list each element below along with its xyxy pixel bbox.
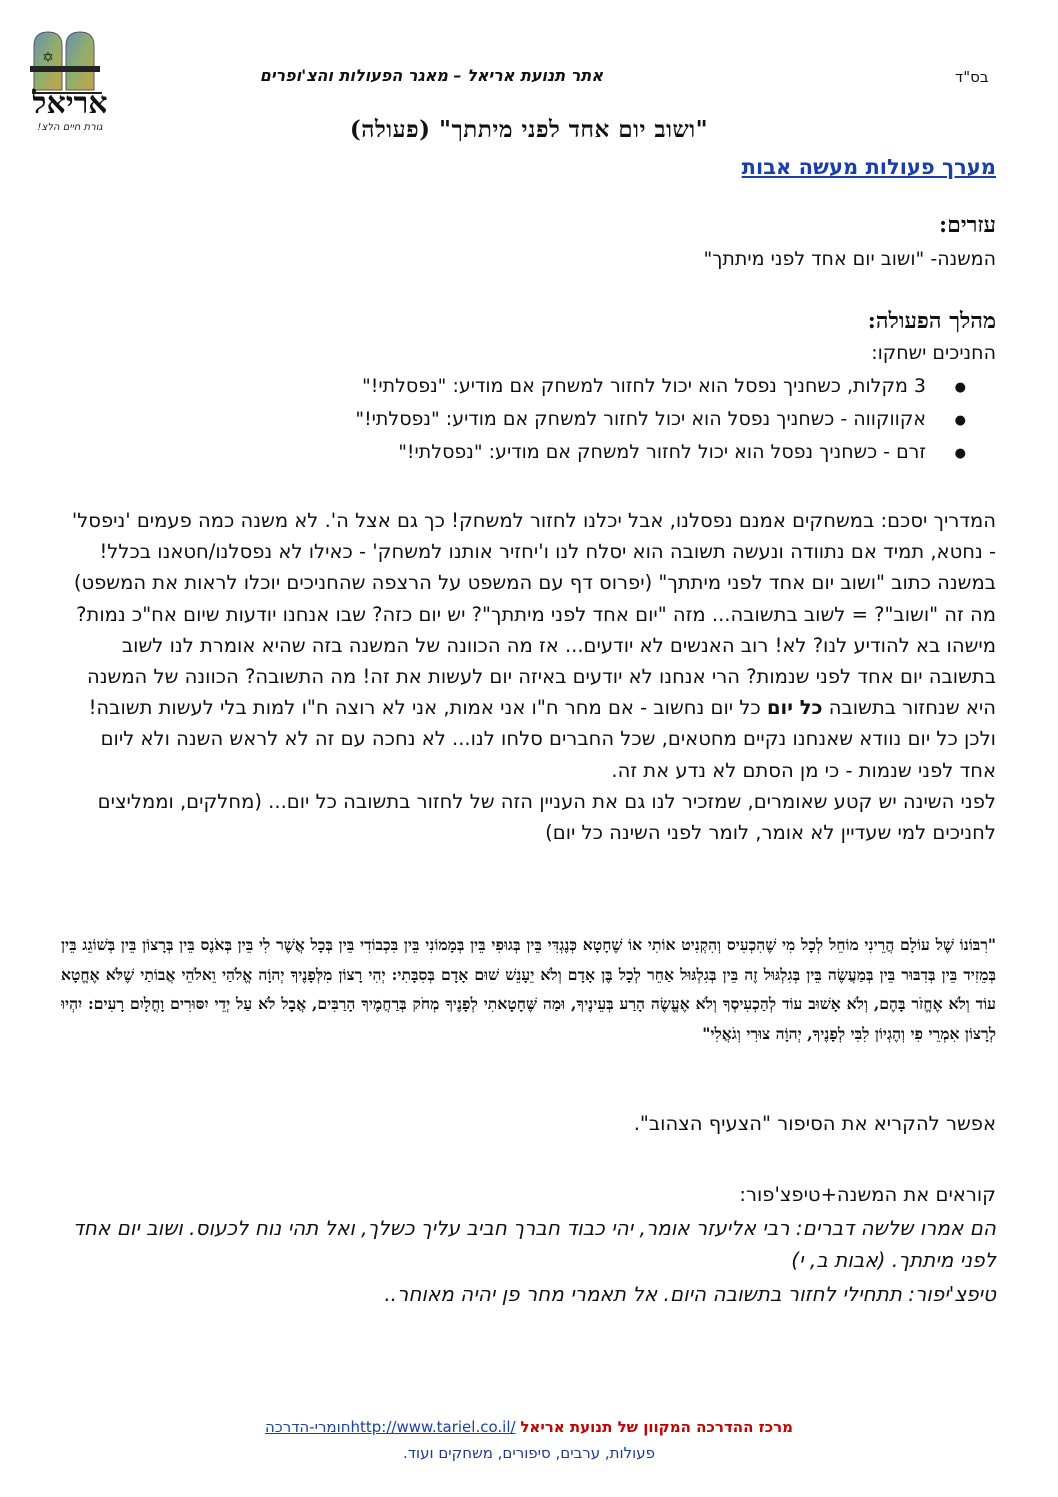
discussion-paragraph-2 <box>61 567 996 785</box>
list-item: ● 3 מקלות, כשחניך נפסל הוא יכול לחזור למשחק אם מודיע: "נפסלתי!" <box>355 370 996 403</box>
process-heading: מהלך הפעולה: <box>867 308 996 334</box>
tip-text: טיפצ'יפור: תתחילי לחזור בתשובה היום. אל תאמרי מחר פן יהיה מאוחר.. <box>384 1282 996 1306</box>
bsd-header: בס"ד <box>955 68 989 86</box>
site-header: אתר תנועת אריאל – מאגר הפעולות והצ'ופרים <box>259 66 603 85</box>
logo-slogan: גורת חיים הלצ! <box>37 122 103 133</box>
ariel-logo <box>22 28 118 133</box>
discussion-paragraph-3: לפני השינה יש קטע שאומרים, שמזכיר לנו גם את העניין הזה של לחזור בתשובה כל יום... (מחלקים, וממליצים לחניכים למי שעדיין לא אומר, לומר לפני השינה כל יום) <box>97 789 996 845</box>
helpers-text: המשנה- "ושוב יום אחד לפני מיתתך" <box>703 248 996 270</box>
discussion-p2-start: במשנה כתוב "ושוב יום אחד לפני מיתתך" (יפרוס דף עם המשפט על הרצפה שהחניכים יוכלו לראות את המשפט) מה זה "ושוב"? = לשוב בתשובה... מזה "יום אחד לפני מיתתך"? יש יום כזה? שבו אנחנו יודעות שיום אח"כ נמות? מישהו בא להודיע לנו? לא! רוב האנשים לא יודעים... אז מה הכוונה של המשנה בזה שהיא אומרת לנו לשוב בתשובה יום אחד לפני שנמות? הרי אנחנו לא יודעים באיזה יום לעשות את זה! מה התשובה? הכוונה של המשנה היא שנחזור בתשובה <box>73 571 996 720</box>
discussion-text <box>61 505 996 848</box>
series-link[interactable]: מערך פעולות מעשה אבות <box>741 155 996 179</box>
helpers-heading: עזרים: <box>938 212 996 238</box>
footer-suffix-link[interactable]: חומרי-הדרכה <box>265 1418 351 1436</box>
list-item: ● זרם - כשחניך נפסל הוא יכול לחזור למשחק אם מודיע: "נפסלתי!" <box>355 436 996 469</box>
prayer-text: "רִבּוֹנוֹ שֶׁל עוֹלָם הֲרֵינִי מוֹחֵל לְכָל מִי שֶׁהִכְעִיס וְהִקְנִיט אוֹתִי אוֹ שֶׁחָטָא כְּנֶגְדִּי בֵּין בְּגוּפִי בֵּין בְּמָמוֹנִי בֵּין בִּכְבוֹדִי בֵּין בְּכָל אֲשֶׁר לִי בֵּין בְּאֹנֶס בֵּין בְּרָצוֹן בֵּין בְּשׁוֹגֵג בֵּין בְּמֵזִיד בֵּין בְּדִבּוּר בֵּין בְּמַעֲשֶׂה בֵּין בְּגִלְגּוּל זֶה בֵּין בְּגִלְגּוּל אַחֵר לְכָל בֶּן אָדָם וְלֹא יֵעָנֵשׁ שׁוּם אָדָם בְּסִבָּתִי: יְהִי רָצוֹן מִלְּפָנֶיךָ יְהוָֹה אֱלֹהַי וֵאלֹהֵי אֲבוֹתַי שֶׁלֹּא אֶחֱטָא עוֹד וְלֹא אֶחֱזֹר בָּהֶם, וְלֹא אָשׁוּב עוֹד לְהַכְעִיסְךָ וְלֹא אֶעֱשֶׂה הָרַע בְּעֵינֶיךָ, וּמַה שֶּׁחָטָאתִי לְפָנֶיךָ מְחֹק בְּרַחֲמֶיךָ הָרַבִּים, אֲבָל לֹא עַל יְדֵי יִסּוּרִים וָחֳלָיִם רָעִים: יִהְיוּ לְרָצוֹן אִמְרֵי פִי וְהֶגְיוֹן לִבִּי לְפָנֶיךָ, יְהוָֹה צוּרִי וְגֹאֲלִי" <box>61 935 996 1043</box>
discussion-paragraph-1: המדריך יסכם: במשחקים אמנם נפסלנו, אבל יכלנו לחזור למשחק! כך גם אצל ה'. לא משנה כמה פעמים 'ניפסל' - נחטא, תמיד אם נתוודה ונעשה תשובה הוא יסלח לנו ו'יחזיר אותנו למשחק' - כאילו לא נפסלנו/חטאנו בכלל! <box>71 509 996 564</box>
logo-text: אריאל <box>32 86 108 121</box>
footer-line-1 <box>0 1418 1058 1436</box>
story-line: אפשר להקריא את הסיפור "הצעיף הצהוב". <box>633 1112 996 1135</box>
page-title: "ושוב יום אחד לפני מיתתך" (פעולה) <box>349 116 709 143</box>
mishna-quote: הם אמרו שלשה דברים: רבי אליעזר אומר, יהי כבוד חברך חביב עליך כשלך, ואל תהי נוח לכעוס. ושוב יום אחד לפני מיתתך. (אבות ב, י) <box>72 1216 996 1272</box>
footer-center-name: מרכז ההדרכה המקוון של תנועת אריאל <box>520 1418 793 1436</box>
discussion-p2-end: כל יום נחשוב - אם מחר ח"ו אני אמות, אני לא רוצה ח"ו למות בלי לעשות תשובה! ולכן כל יום נוודא שאנחנו נקיים מחטאים, שכל החברים סלחו לנו... לא נחכה עם זה לא לראש השנה ולא ליום אחד לפני שנמות - כי מן הסתם לא נדע את זה. <box>88 696 996 782</box>
list-item: ● אקווקווה - כשחניך נפסל הוא יכול לחזור למשחק אם מודיע: "נפסלתי!" <box>355 403 996 436</box>
discussion-p2-bold: כל יום <box>766 696 823 720</box>
process-intro: החניכים ישחקו: <box>871 342 996 364</box>
reading-intro: קוראים את המשנה+טיפצ'פור: <box>739 1183 996 1206</box>
games-list <box>355 370 996 469</box>
footer-line-2: פעולות, ערבים, סיפורים, משחקים ועוד. <box>403 1444 655 1462</box>
footer-url-link[interactable]: /http://www.tariel.co.il <box>350 1418 516 1436</box>
svg-text:✡: ✡ <box>42 50 54 66</box>
